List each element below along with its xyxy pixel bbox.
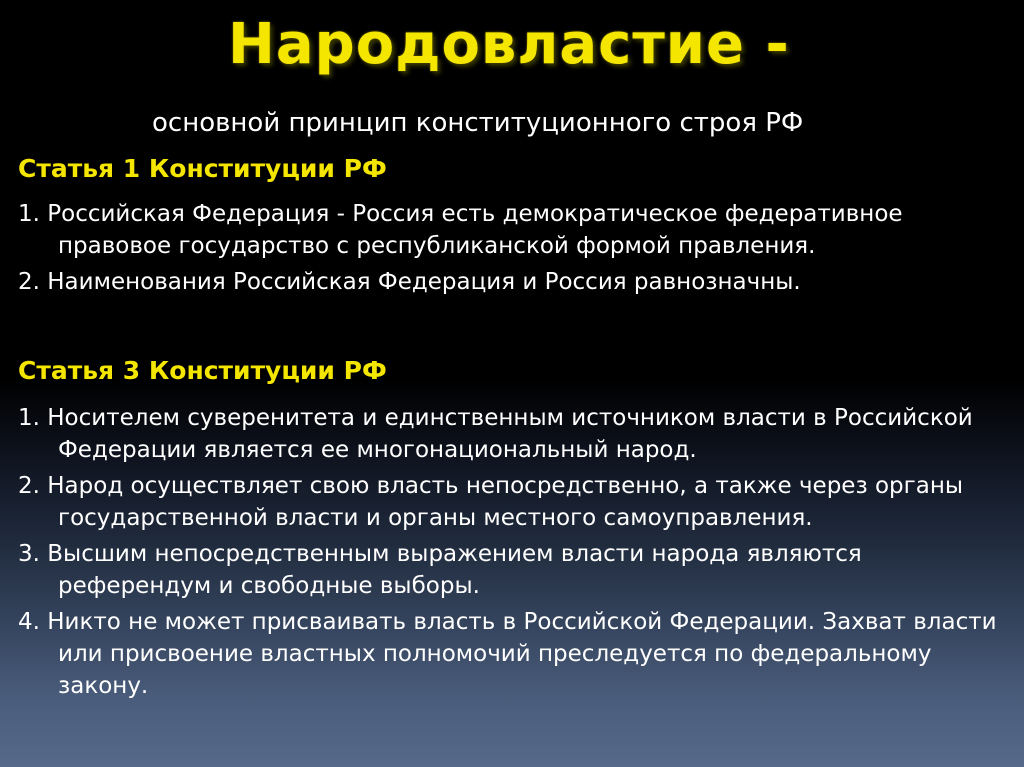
article-3-block: [18, 354, 1008, 706]
article-1-clause-2: 2. Наименования Российская Федерация и Россия равнозначны.: [18, 269, 801, 295]
article-3-clause-4: 4. Никто не может присваивать власть в Российской Федерации. Захват власти или присвоение властных полномочий преследуется по федеральному закону.: [18, 609, 997, 699]
slide-title: Народовластие -: [228, 12, 790, 77]
article-3-clause-2: 2. Народ осуществляет свою власть непосредственно, а также через органы государственной власти и органы местного самоуправления.: [18, 473, 964, 531]
slide-subtitle: основной принцип конституционного строя РФ: [152, 108, 804, 138]
article-3-heading: Статья 3 Конституции РФ: [18, 356, 387, 385]
article-1-heading: Статья 1 Конституции РФ: [18, 154, 387, 183]
article-3-clause-3: 3. Высшим непосредственным выражением власти народа являются референдум и свободные выборы.: [18, 541, 862, 599]
article-3-clause-1: 1. Носителем суверенитета и единственным источником власти в Российской Федерации является ее многонациональный народ.: [18, 405, 973, 463]
article-1-block: [18, 152, 1008, 302]
article-1-clause-1: 1. Российская Федерация - Россия есть демократическое федеративное правовое государство с республиканской формой правления.: [18, 201, 903, 259]
